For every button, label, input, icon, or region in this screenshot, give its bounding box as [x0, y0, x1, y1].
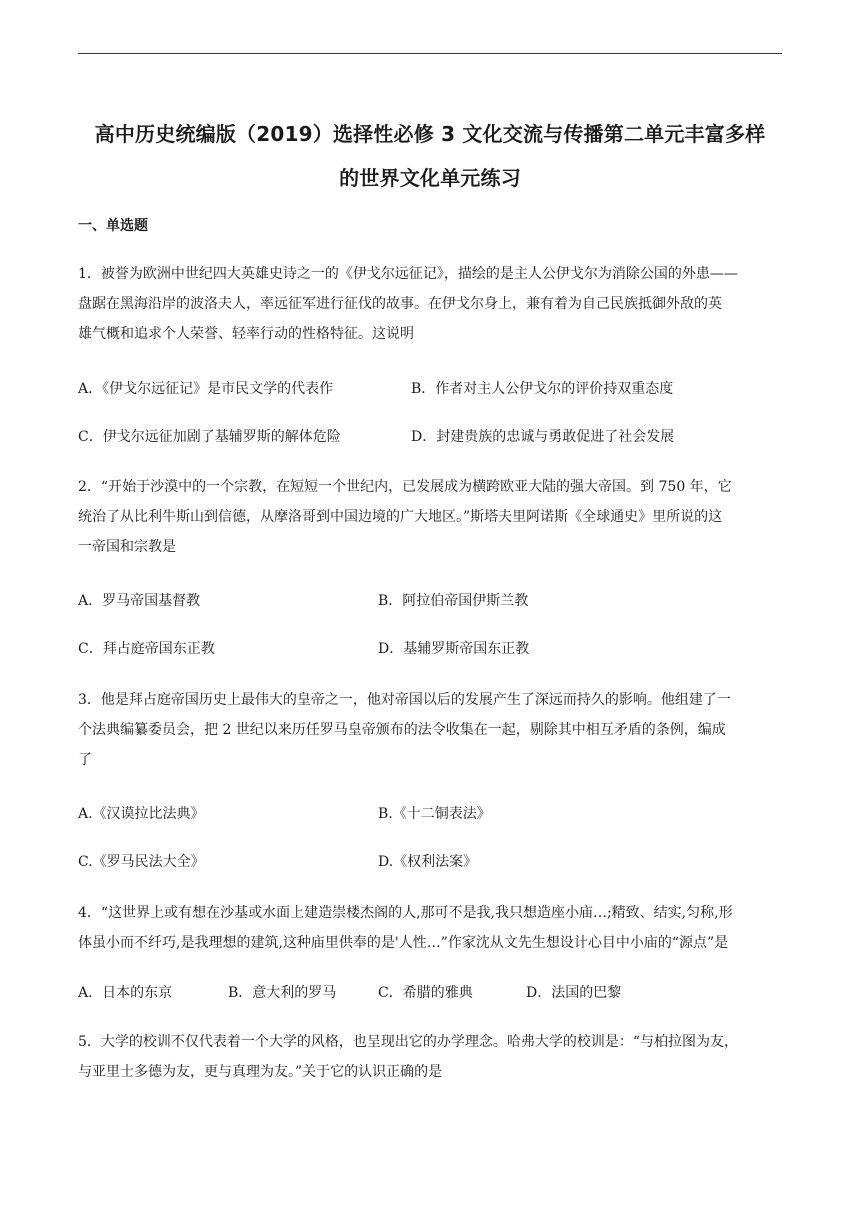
question-4-option-a: A．日本的东京: [78, 985, 173, 1001]
document-title: [78, 112, 782, 200]
question-line: 3．他是拜占庭帝国历史上最伟大的皇帝之一，他对帝国以后的发展产生了深远而持久的影响。他组建了一: [78, 692, 731, 708]
question-1-option-c: C．伊戈尔远征加剧了基辅罗斯的解体危险: [78, 429, 341, 445]
question-1-option-a: A．《伊戈尔远征记》是市民文学的代表作: [78, 381, 334, 397]
header-rule: [78, 53, 782, 54]
question-3-option-c: C.《罗马民法大全》: [78, 854, 205, 870]
question-1-option-d: D．封建贵族的忠诚与勇敢促进了社会发展: [411, 429, 675, 445]
question-line: 2．“开始于沙漠中的一个宗教，在短短一个世纪内，已发展成为横跨欧亚大陆的强大帝国。到 750 年，它: [78, 479, 732, 495]
question-line: 体虽小而不纤巧,是我理想的建筑,这种庙里供奉的是'人性…”作家沈从文先生想设计心目中小庙的“源点”是: [78, 935, 729, 951]
question-4-text: [78, 898, 782, 958]
question-3-option-d: D.《权利法案》: [378, 854, 478, 870]
question-4-option-b: B．意大利的罗马: [228, 985, 337, 1001]
question-2-option-b: B．阿拉伯帝国伊斯兰教: [378, 593, 529, 609]
question-line: 一帝国和宗教是: [78, 539, 176, 555]
question-line: 雄气概和追求个人荣誉、轻率行动的性格特征。这说明: [78, 326, 414, 342]
question-line: 4．“这世界上或有想在沙基或水面上建造崇楼杰阁的人,那可不是我,我只想造座小庙…;精致、结实,匀称,形: [78, 905, 733, 921]
question-5-text: [78, 1027, 782, 1087]
question-3-text: [78, 685, 782, 775]
question-1-option-b: B．作者对主人公伊戈尔的评价持双重态度: [411, 381, 674, 397]
question-2-option-d: D．基辅罗斯帝国东正教: [378, 641, 530, 657]
question-line: 盘踞在黑海沿岸的波洛夫人，率远征军进行征伐的故事。在伊戈尔身上，兼有着为自己民族抵御外敌的英: [78, 296, 722, 312]
question-line: 统治了从比利牛斯山到信德，从摩洛哥到中国边境的广大地区。”斯塔夫里阿诺斯《全球通史》里所说的这: [78, 509, 723, 525]
question-2-option-c: C．拜占庭帝国东正教: [78, 641, 215, 657]
question-3-option-a: A.《汉谟拉比法典》: [78, 806, 205, 822]
question-3-option-b: B.《十二铜表法》: [378, 806, 491, 822]
question-4-option-c: C．希腊的雅典: [378, 985, 473, 1001]
question-1-text: [78, 259, 782, 349]
question-4-option-d: D．法国的巴黎: [526, 985, 622, 1001]
title-line: 高中历史统编版（2019）选择性必修 3 文化交流与传播第二单元丰富多样: [94, 122, 766, 146]
question-2-text: [78, 472, 782, 562]
title-line: 的世界文化单元练习: [339, 166, 521, 190]
question-line: 1．被誉为欧洲中世纪四大英雄史诗之一的《伊戈尔远征记》，描绘的是主人公伊戈尔为消除公国的外患——: [78, 266, 738, 282]
question-line: 5．大学的校训不仅代表着一个大学的风格，也呈现出它的办学理念。哈弗大学的校训是：“与柏拉图为友，: [78, 1034, 739, 1050]
question-line: 个法典编纂委员会，把 2 世纪以来历任罗马皇帝颁布的法令收集在一起，剔除其中相互矛盾的条例，编成: [78, 722, 726, 738]
question-line: 了: [78, 752, 92, 768]
question-line: 与亚里士多德为友，更与真理为友。”关于它的认识正确的是: [78, 1064, 443, 1080]
question-2-option-a: A．罗马帝国基督教: [78, 593, 201, 609]
section-heading: 一、单选题: [78, 218, 148, 234]
